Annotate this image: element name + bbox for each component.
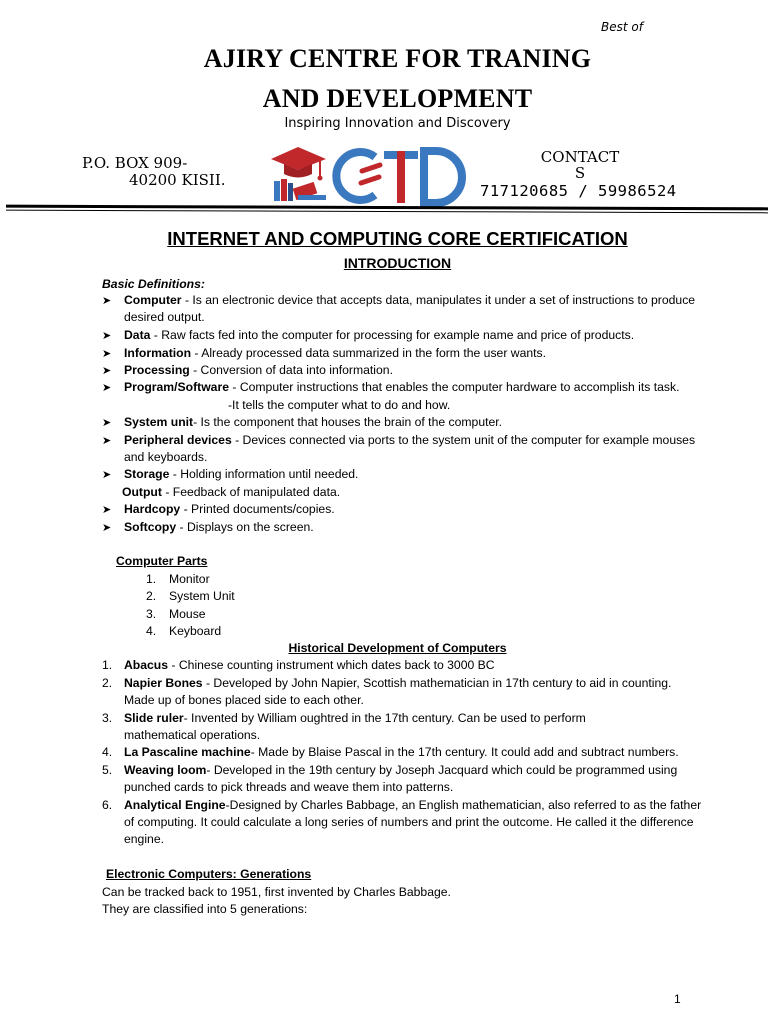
list-item: Mouse	[169, 607, 206, 621]
address-line2: 40200 KISII.	[129, 171, 226, 189]
list-item: System Unit	[169, 589, 235, 603]
generations-heading: Electronic Computers: Generations	[106, 867, 312, 881]
definition-continuation: and keyboards.	[124, 450, 208, 464]
document-title: INTERNET AND COMPUTING CORE CERTIFICATION	[167, 228, 628, 249]
generations-text-line2: They are classified into 5 generations:	[102, 902, 308, 916]
org-name-line2: AND DEVELOPMENT	[262, 84, 533, 113]
list-number: 4.	[102, 745, 113, 759]
generations-text-line1: Can be tracked back to 1951, first invented by Charles Babbage.	[102, 885, 451, 899]
arrow-bullet-icon: ➤	[102, 435, 112, 447]
header-corner-note: Best of	[601, 20, 643, 34]
history-continuation: of computing. It could calculate a long series of numbers and print the outcome. He called it the difference	[124, 815, 694, 829]
history-item: La Pascaline machine- Made by Blaise Pascal in the 17th century. It could add and subtract numbers.	[124, 745, 679, 759]
history-heading: Historical Development of Computers	[288, 641, 507, 655]
page-number: 1	[674, 992, 681, 1006]
arrow-bullet-icon: ➤	[102, 330, 112, 342]
definition-continuation: desired output.	[124, 310, 205, 324]
computer-parts-heading: Computer Parts	[116, 554, 208, 568]
history-item: Weaving loom- Developed in the 19th century by Joseph Jacquard which could be programmed using	[124, 763, 678, 777]
history-item: Abacus - Chinese counting instrument which dates back to 3000 BC	[124, 658, 495, 672]
basic-definitions-heading: Basic Definitions:	[102, 277, 205, 291]
address-line1: P.O. BOX 909-	[82, 154, 188, 172]
definition-item: Peripheral devices - Devices connected via ports to the system unit of the computer for example mouses	[124, 433, 696, 447]
definition-item: Softcopy - Displays on the screen.	[124, 520, 314, 534]
list-number: 2.	[146, 589, 157, 603]
list-number: 3.	[146, 607, 157, 621]
definition-item: Program/Software - Computer instructions that enables the computer hardware to accomplish its task.	[124, 380, 680, 394]
list-number: 1.	[102, 658, 113, 672]
history-item: Slide ruler- Invented by William oughtred in the 17th century. Can be used to perform	[124, 711, 586, 725]
contact-phone: 717120685 / 59986524	[480, 182, 677, 200]
history-continuation: Made up of bones placed side to each other.	[124, 693, 364, 707]
list-number: 1.	[146, 572, 157, 586]
contacts-label-line1: CONTACT	[540, 148, 620, 166]
arrow-bullet-icon: ➤	[102, 348, 112, 360]
definition-item: Data - Raw facts fed into the computer for processing for example name and price of products.	[124, 328, 635, 342]
arrow-bullet-icon: ➤	[102, 469, 112, 481]
definition-continuation: -It tells the computer what to do and how.	[228, 398, 451, 412]
list-number: 3.	[102, 711, 113, 725]
org-tagline: Inspiring Innovation and Discovery	[284, 116, 511, 131]
history-continuation: engine.	[124, 832, 164, 846]
definition-item: Information - Already processed data summarized in the form the user wants.	[124, 346, 546, 360]
list-number: 5.	[102, 763, 113, 777]
contacts-label-line2: S	[574, 164, 586, 182]
arrow-bullet-icon: ➤	[102, 382, 112, 394]
document-subtitle: INTRODUCTION	[343, 255, 452, 271]
arrow-bullet-icon: ➤	[102, 522, 112, 534]
arrow-bullet-icon: ➤	[102, 417, 112, 429]
list-number: 6.	[102, 798, 113, 812]
history-continuation: mathematical operations.	[124, 728, 261, 742]
list-item: Monitor	[169, 572, 210, 586]
list-number: 4.	[146, 624, 157, 638]
definition-item: Output - Feedback of manipulated data.	[122, 485, 341, 499]
arrow-bullet-icon: ➤	[102, 504, 112, 516]
history-item: Analytical Engine-Designed by Charles Babbage, an English mathematician, also referred to as the father	[124, 798, 702, 812]
definition-item: Computer - Is an electronic device that accepts data, manipulates it under a set of instructions to produce	[124, 293, 696, 307]
definition-item: System unit- Is the component that houses the brain of the computer.	[124, 415, 503, 429]
history-continuation: punched cards to pick threads and weave them into patterns.	[124, 780, 454, 794]
arrow-bullet-icon: ➤	[102, 365, 112, 377]
history-item: Napier Bones - Developed by John Napier, Scottish mathematician in 17th century to aid in counting.	[124, 676, 672, 690]
arrow-bullet-icon: ➤	[102, 295, 112, 307]
list-item: Keyboard	[169, 624, 222, 638]
org-name-line1: AJIRY CENTRE FOR TRANING	[203, 44, 592, 73]
definition-item: Storage - Holding information until needed.	[124, 467, 359, 481]
definition-item: Hardcopy - Printed documents/copies.	[124, 502, 335, 516]
definition-item: Processing - Conversion of data into information.	[124, 363, 393, 377]
list-number: 2.	[102, 676, 113, 690]
